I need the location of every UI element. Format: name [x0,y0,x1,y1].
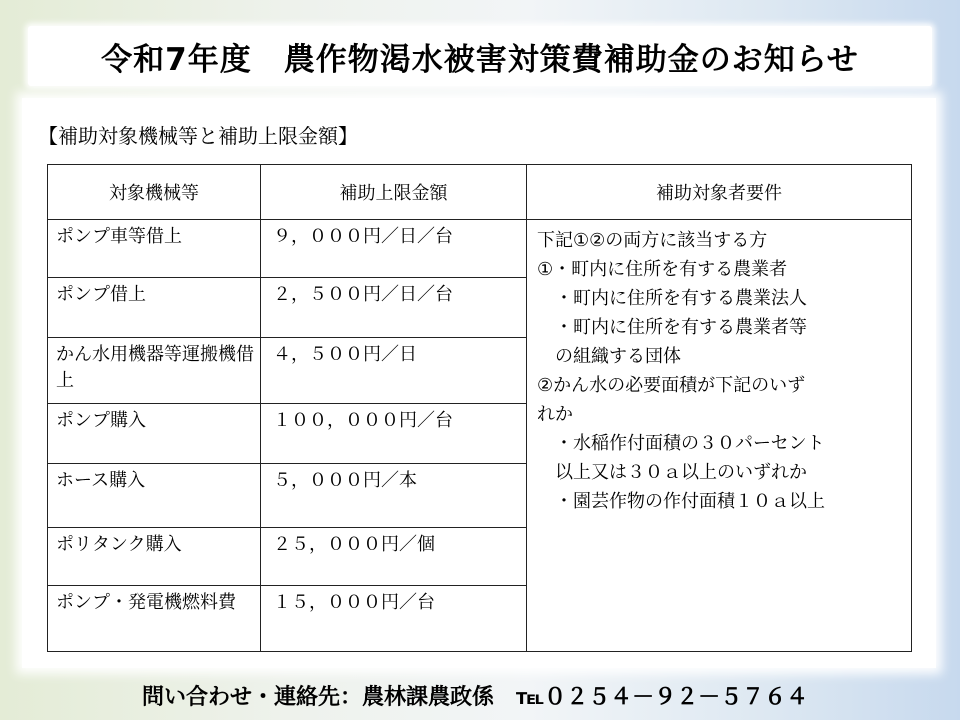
amount-cell: １００，０００円／台 [261,404,527,464]
item-cell: ホース購入 [48,464,261,528]
requirement-line: 以上又は３０ａ以上のいずれか [537,462,807,483]
amount-cell: １５，０００円／台 [261,586,527,652]
requirement-line: ・町内に住所を有する農業法人 [537,288,807,309]
item-cell: ポンプ購入 [48,404,261,464]
requirement-line: ・園芸作物の作付面積１０ａ以上 [537,491,825,512]
subsidy-table [47,164,912,652]
item-cell: ポンプ借上 [48,278,261,338]
amount-cell: ９，０００円／日／台 [261,220,527,278]
requirement-line: ・水稲作付面積の３０パーセント [537,433,825,454]
amount-cell: ５，０００円／本 [261,464,527,528]
requirement-line: れか [537,404,573,425]
requirement-line: ・町内に住所を有する農業者等 [537,317,807,338]
table-row [48,220,912,278]
requirement-line: 下記①②の両方に該当する方 [537,230,768,251]
header-target-equipment: 対象機械等 [48,165,261,220]
amount-cell: ２５，０００円／個 [261,528,527,586]
requirement-line: の組織する団体 [537,346,681,367]
section-heading: 【補助対象機械等と補助上限金額】 [38,124,358,148]
contact-footer: 問い合わせ・連絡先：農林課農政係 ℡０２５４－９２－５７６４ [142,685,809,710]
requirement-line: ②かん水の必要面積が下記のいず [537,375,806,396]
item-cell: ポンプ・発電機燃料費 [48,586,261,652]
page-title: 令和7年度 農作物渇水被害対策費補助金のお知らせ [101,41,859,78]
table-header-row [48,165,912,220]
eligibility-cell [527,220,912,652]
amount-cell: ４，５００円／日 [261,338,527,404]
item-cell: ポリタンク購入 [48,528,261,586]
amount-cell: ２，５００円／日／台 [261,278,527,338]
header-eligibility: 補助対象者要件 [527,165,912,220]
title-box [28,26,932,86]
item-cell: ポンプ車等借上 [48,220,261,278]
requirement-line: ①・町内に住所を有する農業者 [537,259,788,280]
header-subsidy-limit: 補助上限金額 [261,165,527,220]
item-cell: かん水用機器等運搬機借上 [48,338,261,404]
